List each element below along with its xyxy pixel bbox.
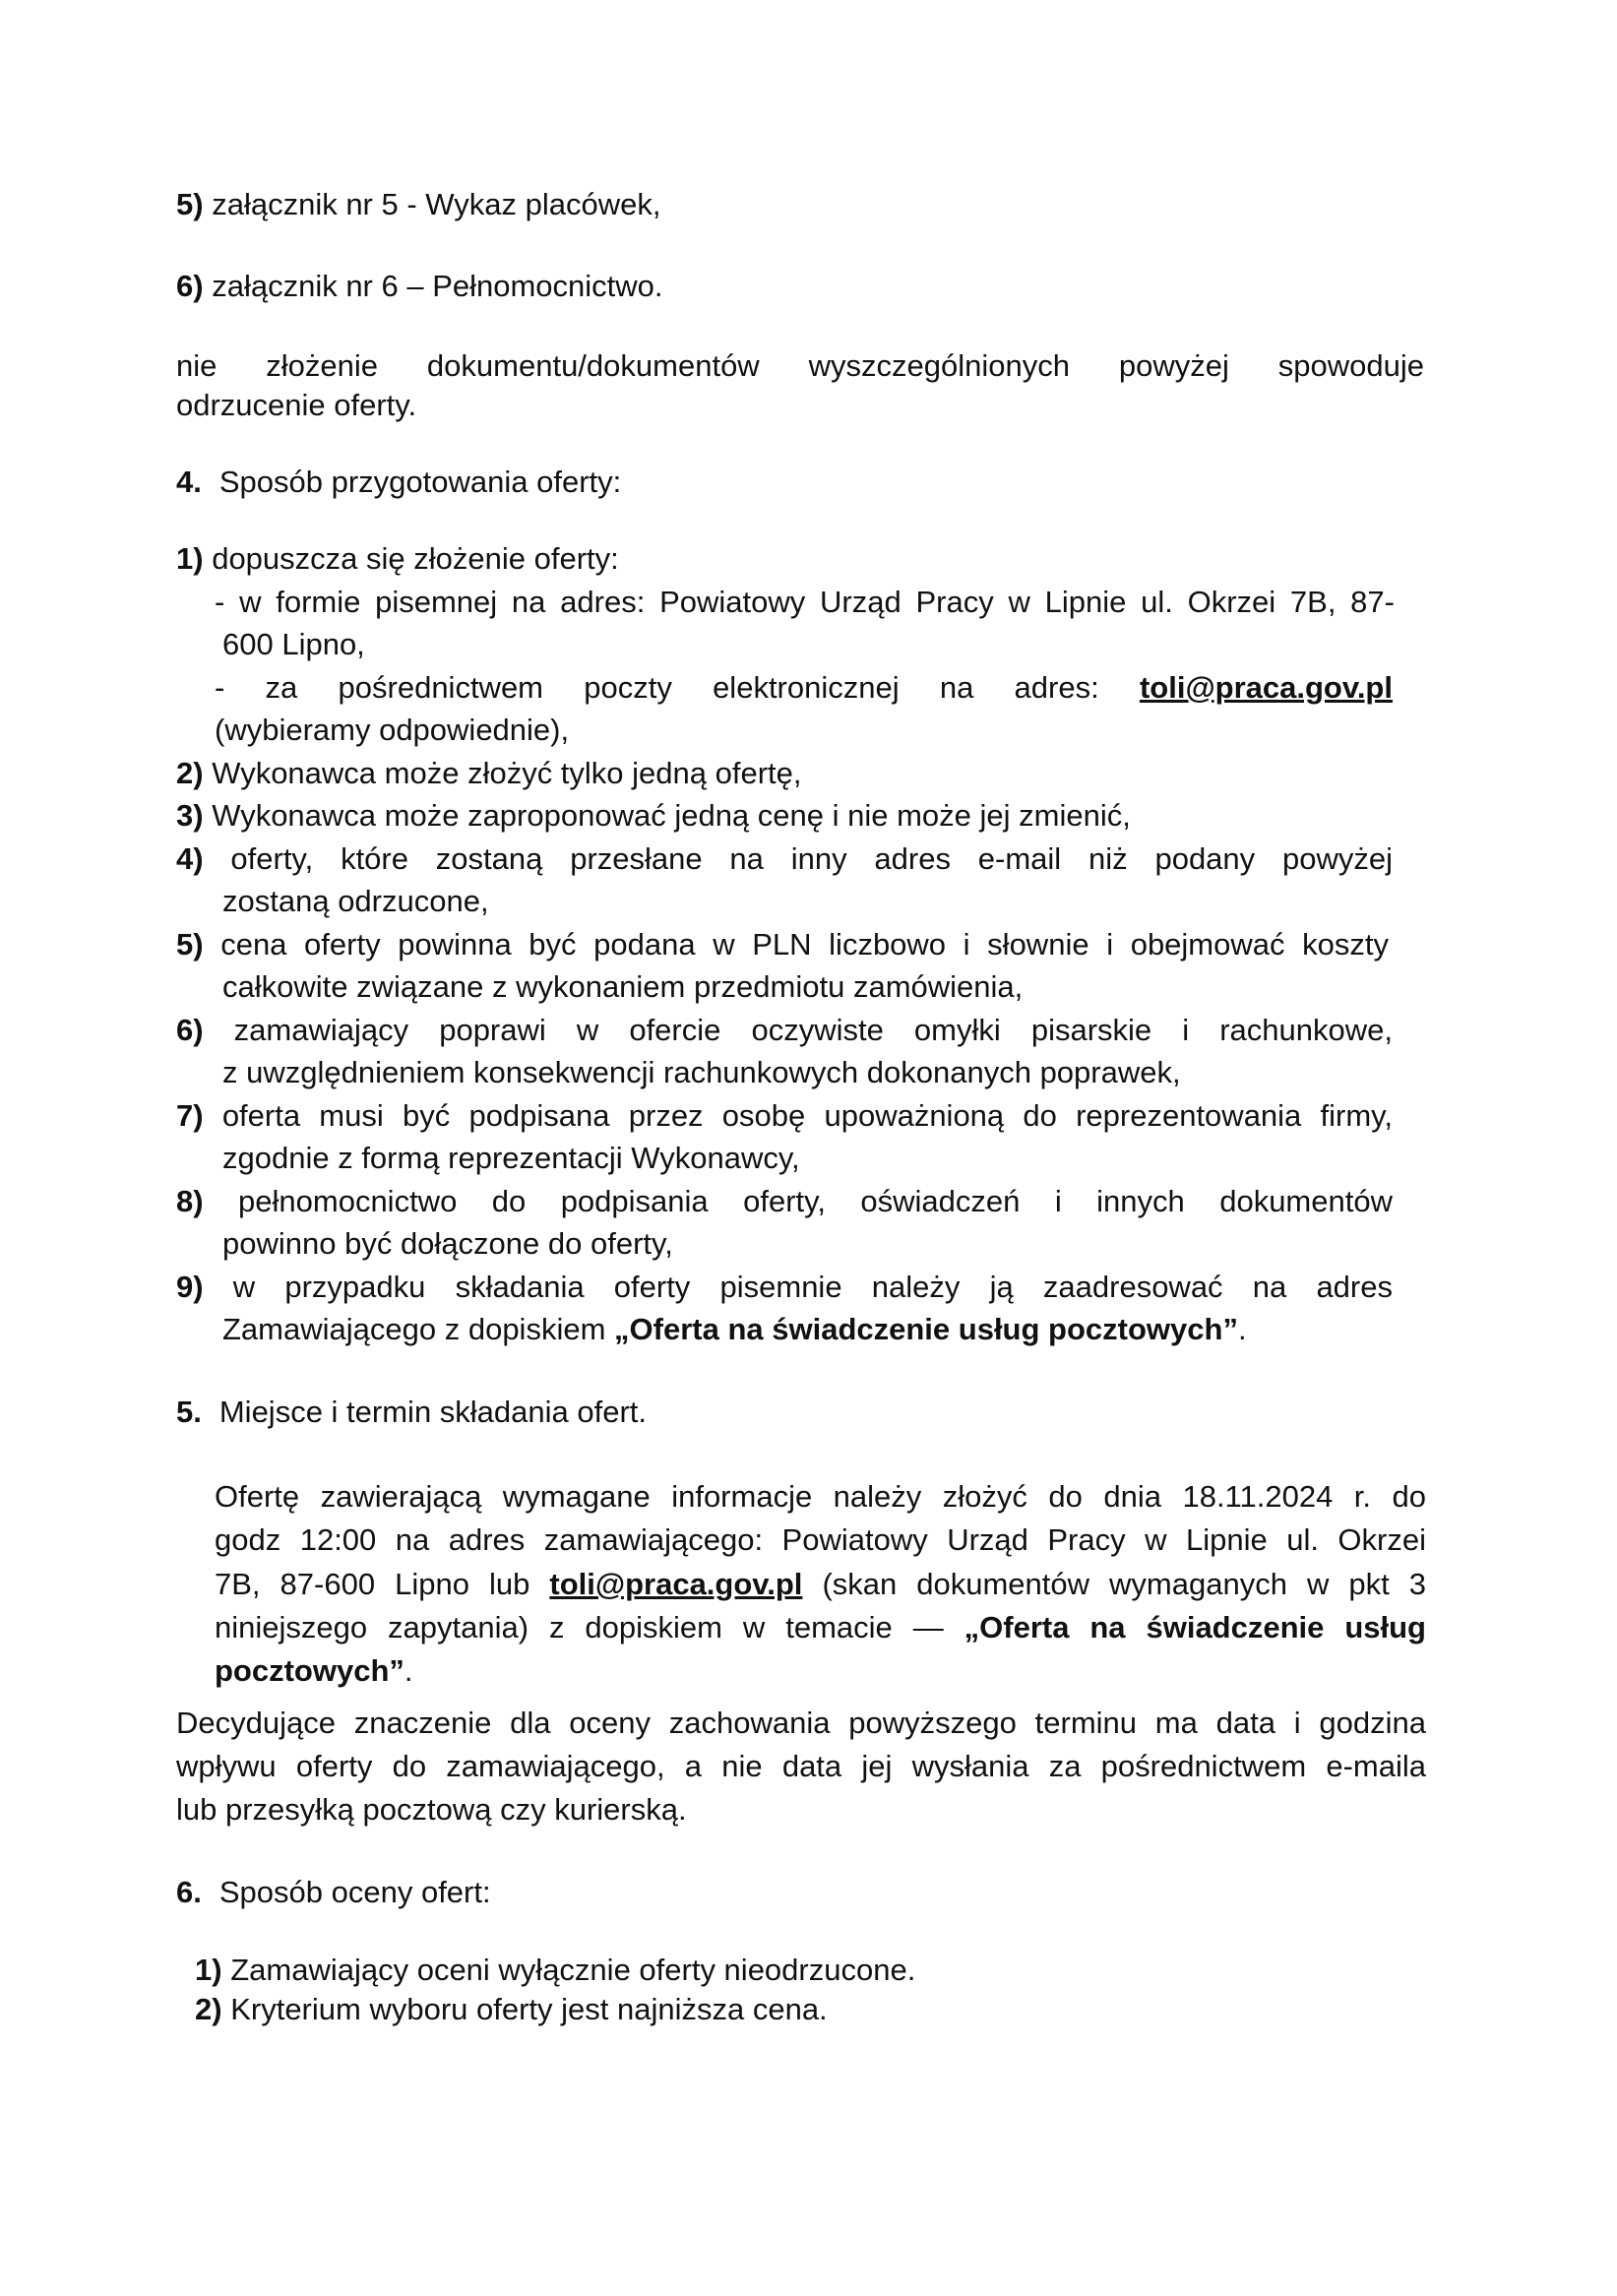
item-number: 3) [176,798,204,833]
section-number: 4. [176,465,202,499]
bold-caption: „Oferta na świadczenie usług pocztowych” [614,1312,1238,1346]
section-5-heading [176,1391,647,1434]
s4-item-1 [176,537,619,581]
para-text: 7B, 87-600 Lipno lub [215,1567,530,1601]
s4-item-7-line-2: zgodnie z formą reprezentacji Wykonawcy, [222,1141,800,1175]
s5-para2-line-3: lub przesyłką pocztową czy kurierską. [176,1792,687,1827]
s4-item-8-line-2: powinno być dołączone do oferty, [222,1226,673,1261]
s4-item-9-line-2 [222,1308,1247,1351]
item-number: 5) [176,927,204,962]
s6-item-1 [195,1949,915,1992]
attachment-text: załącznik nr 6 – Pełnomocnictwo. [212,269,663,303]
item-number: 2) [176,756,204,790]
item-number: 4) [176,841,204,876]
item-text: oferty, które zostaną przesłane na inny adres e-mail niż podany powyżej [230,841,1393,876]
attachment-number: 6) [176,269,204,303]
item-text: oferta musi być podpisana przez osobę upoważnioną do reprezentowania firmy, [221,1098,1393,1133]
attachment-item-6 [176,265,663,308]
item-text: w przypadku składania oferty pisemnie należy ją zaadresować na adres [232,1270,1393,1304]
s6-item-2 [195,1988,828,2031]
item-number: 9) [176,1270,204,1304]
attachment-item-5 [176,183,660,226]
s4-item-1-line-4 [215,666,1393,710]
item-text: dopuszcza się złożenie oferty: [212,541,619,576]
s4-item-4-line-2: zostaną odrzucone, [222,884,489,918]
email-link[interactable]: toli@praca.gov.pl [1139,670,1393,705]
s4-item-4 [176,838,1393,881]
section-title: Sposób przygotowania oferty: [218,465,622,499]
item-number: 8) [176,1184,204,1218]
attachment-text: załącznik nr 5 - Wykaz placówek, [212,187,661,221]
s5-para-line-1: Ofertę zawierającą wymagane informacje należy złożyć do dnia 18.11.2024 r. do [215,1479,1426,1514]
email-link[interactable]: toli@praca.gov.pl [549,1567,803,1601]
s4-item-1-line-5: (wybieramy odpowiednie), [215,713,570,747]
para-text: niniejszego zapytania) z dopiskiem w temacie — [215,1610,944,1644]
item-text: - za pośrednictwem poczty elektronicznej na adres: [215,670,1099,705]
section-number: 5. [176,1395,202,1429]
s5-para2-line-2: wpływu oferty do zamawiającego, a nie data jej wysłania za pośrednictwem e-maila [176,1749,1426,1783]
item-text: pełnomocnictwo do podpisania oferty, oświadczeń i innych dokumentów [238,1184,1393,1218]
rejection-note-line-2: odrzucenie oferty. [176,388,417,422]
s4-item-2 [176,752,802,795]
item-number: 1) [195,1953,222,1987]
section-4-heading [176,461,621,504]
s5-para-line-4 [215,1606,1426,1649]
para-text: (skan dokumentów wymaganych w pkt 3 [822,1567,1426,1601]
s4-item-5 [176,923,1389,966]
item-number: 2) [195,1992,222,2026]
item-number: 6) [176,1013,204,1047]
s4-item-6 [176,1009,1393,1052]
bold-caption: pocztowych” [215,1653,404,1688]
item-text: . [1237,1312,1247,1346]
item-text: Kryterium wyboru oferty jest najniższa cena. [230,1992,828,2026]
s4-item-9 [176,1266,1393,1309]
attachment-number: 5) [176,187,204,221]
item-text: cena oferty powinna być podana w PLN liczbowo i słownie i obejmować koszty [220,927,1389,962]
item-number: 7) [176,1098,204,1133]
s4-item-8 [176,1180,1393,1223]
para-text: . [404,1653,413,1688]
item-text: Zamawiającego z dopiskiem [222,1312,606,1346]
s5-para-line-2: godz 12:00 na adres zamawiającego: Powiatowy Urząd Pracy w Lipnie ul. Okrzei [215,1522,1426,1557]
section-number: 6. [176,1875,202,1909]
item-text: zamawiający poprawi w ofercie oczywiste omyłki pisarskie i rachunkowe, [233,1013,1393,1047]
bold-caption: „Oferta na świadczenie usług [964,1610,1426,1644]
s5-para-line-5 [215,1649,413,1693]
item-number: 1) [176,541,204,576]
s4-item-7 [176,1094,1393,1138]
item-text: Zamawiający oceni wyłącznie oferty nieodrzucone. [230,1953,916,1987]
section-6-heading [176,1871,491,1914]
section-title: Sposób oceny ofert: [218,1875,491,1909]
s4-item-3 [176,794,1131,838]
item-text: Wykonawca może zaproponować jedną cenę i nie może jej zmienić, [212,798,1131,833]
s4-item-1-line-2: - w formie pisemnej na adres: Powiatowy Urząd Pracy w Lipnie ul. Okrzei 7B, 87- [215,585,1395,619]
s4-item-5-line-2: całkowite związane z wykonaniem przedmiotu zamówienia, [222,969,1024,1004]
s4-item-1-line-3: 600 Lipno, [222,627,365,661]
rejection-note-line-1: nie złożenie dokumentu/dokumentów wyszczególnionych powyżej spowoduje [176,348,1424,383]
s5-para-line-3 [215,1563,1426,1606]
section-title: Miejsce i termin składania ofert. [218,1395,648,1429]
s5-para2-line-1: Decydujące znaczenie dla oceny zachowania powyższego terminu ma data i godzina [176,1706,1426,1740]
s4-item-6-line-2: z uwzględnieniem konsekwencji rachunkowych dokonanych poprawek, [222,1055,1181,1089]
item-text: Wykonawca może złożyć tylko jedną ofertę, [212,756,802,790]
